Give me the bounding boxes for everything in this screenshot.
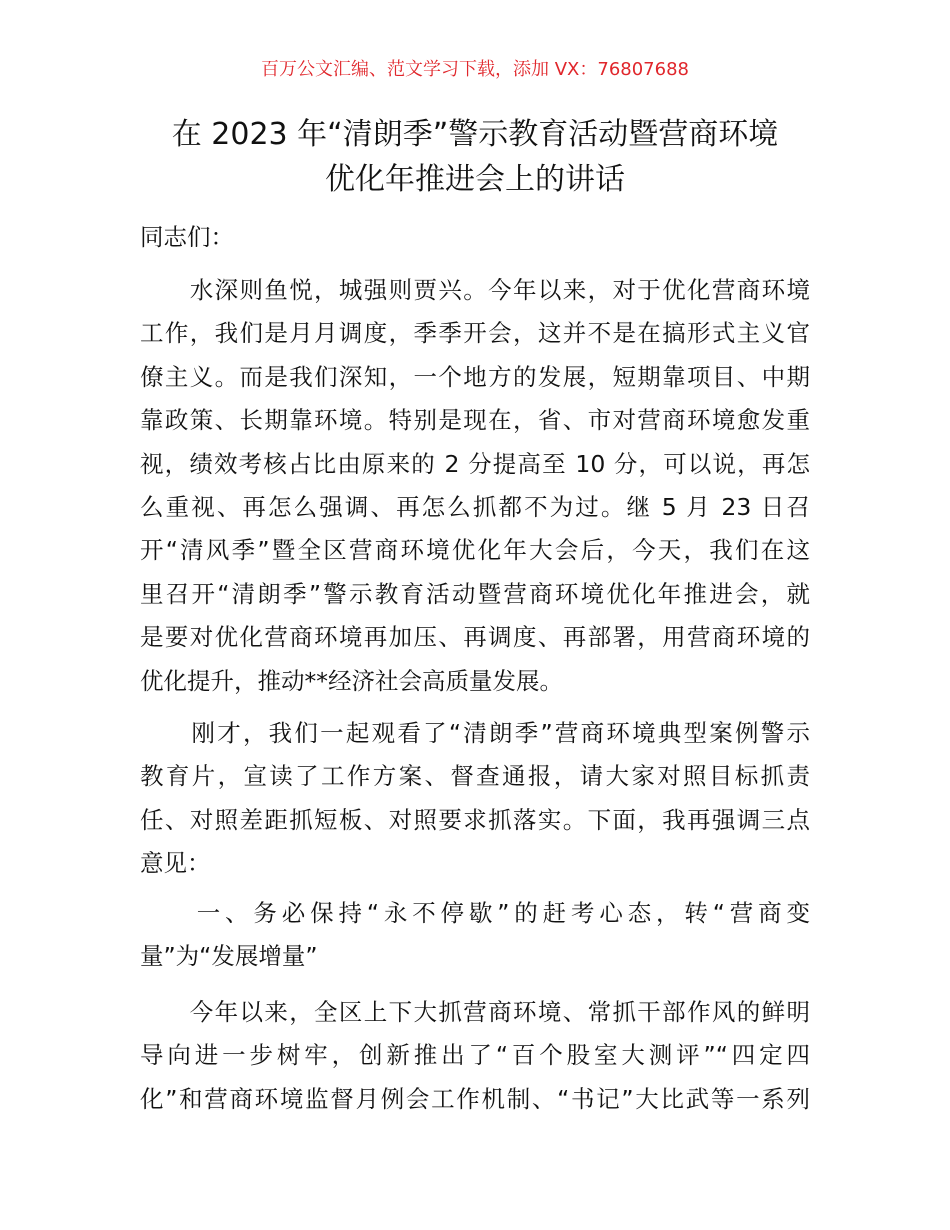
- document-title-line-1: 在 2023 年“清朗季”警示教育活动暨营商环境: [171, 117, 779, 152]
- paragraph-line: 导向进一步树牢，创新推出了“百个股室大测评”“四定四: [140, 1041, 810, 1070]
- section-heading-line: 量”为“发展增量”: [140, 942, 318, 971]
- paragraph-line: 工作，我们是月月调度，季季开会，这并不是在搞形式主义官: [140, 319, 810, 348]
- paragraph-line: 刚才，我们一起观看了“清朗季”营商环境典型案例警示: [140, 719, 810, 747]
- paragraph-line: 化”和营商环境监督月例会工作机制、“书记”大比武等一系列: [140, 1084, 810, 1113]
- salutation: [140, 222, 810, 252]
- paragraph-line: 意见：: [140, 849, 211, 878]
- paragraph-line: 视，绩效考核占比由原来的 2 分提高至 10 分，可以说，再怎: [140, 449, 810, 478]
- document-title-line-2: 优化年推进会上的讲话: [325, 162, 625, 197]
- download-notice: 百万公文汇编、范文学习下载，添加 VX：76807688: [261, 59, 689, 80]
- paragraph-line: 僚主义。而是我们深知，一个地方的发展，短期靠项目、中期: [140, 362, 810, 391]
- paragraph-line: 水深则鱼悦，城强则贾兴。今年以来，对于优化营商环境: [140, 276, 810, 304]
- paragraph-line: 任、对照差距抓短板、对照要求抓落实。下面，我再强调三点: [140, 805, 810, 834]
- paragraph-line: 开“清风季”暨全区营商环境优化年大会后，今天，我们在这: [140, 536, 810, 565]
- paragraph-line: 靠政策、长期靠环境。特别是现在，省、市对营商环境愈发重: [140, 406, 810, 435]
- paragraph-line: 么重视、再怎么强调、再怎么抓都不为过。继 5 月 23 日召: [140, 493, 810, 521]
- paragraph-line: 教育片，宣读了工作方案、督查通报，请大家对照目标抓责: [140, 762, 810, 791]
- paragraph-line: 优化提升，推动**经济社会高质量发展。: [140, 666, 563, 695]
- section-heading-line: 一、务必保持“永不停歇”的赶考心态，转“营商变: [140, 899, 810, 927]
- salutation-text: 同志们：: [140, 223, 234, 251]
- paragraph-line: 是要对优化营商环境再加压、再调度、再部署，用营商环境的: [140, 623, 810, 652]
- paragraph-line: 里召开“清朗季”警示教育活动暨营商环境优化年推进会，就: [140, 579, 810, 608]
- paragraph-line: 今年以来，全区上下大抓营商环境、常抓干部作风的鲜明: [140, 998, 810, 1026]
